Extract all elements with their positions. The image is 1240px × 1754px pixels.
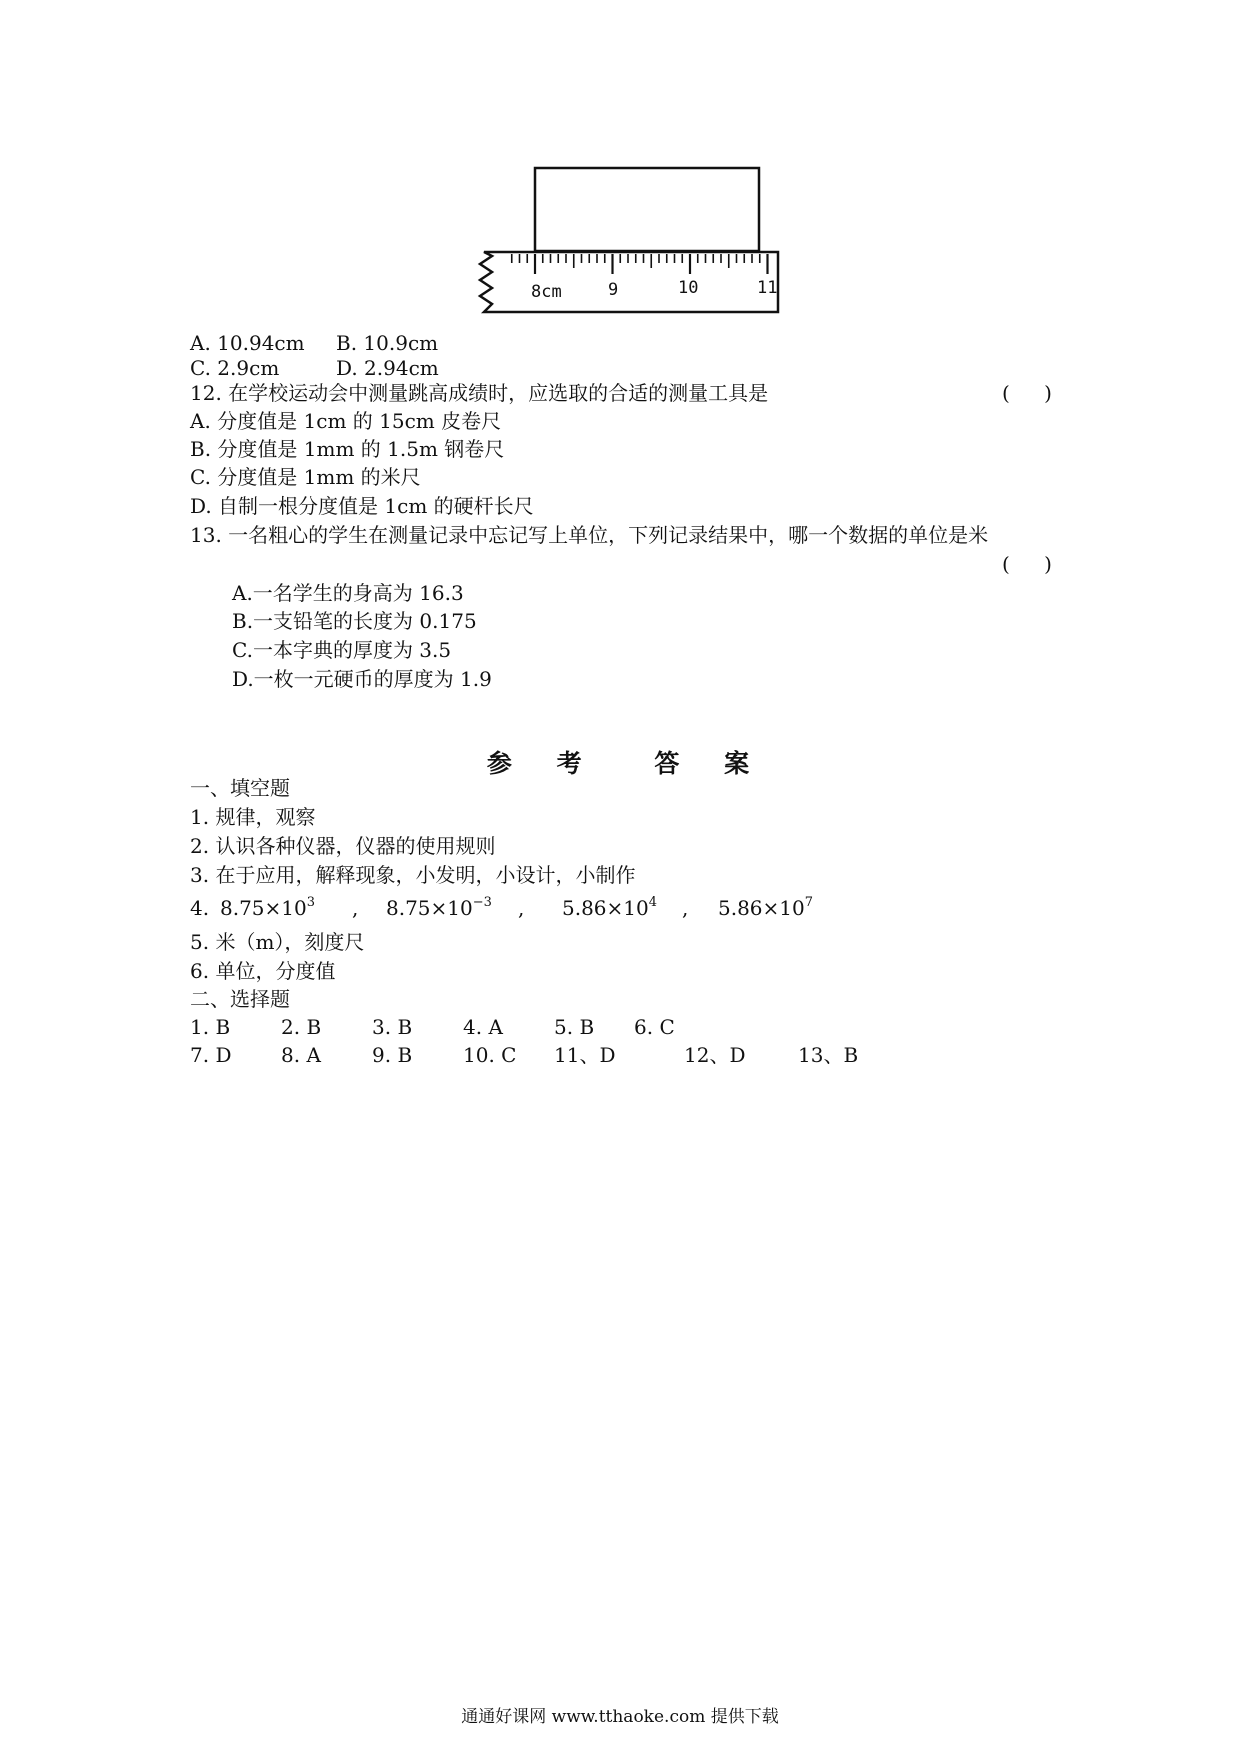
choice-answer: 5. B [554,1015,595,1039]
answer-4-sep-1: , [352,896,359,920]
q11-option-a: A. 10.94cm [190,331,305,355]
answer-key-title [0,744,1240,780]
choice-answer: 1. B [190,1015,231,1039]
choice-answer: 11、D [554,1043,616,1067]
answer-6: 6. 单位，分度值 [190,959,336,983]
q12-answer-paren: ( ) [1002,381,1066,405]
q13-option-a: A.一名学生的身高为 16.3 [232,581,464,605]
choice-answer: 13、B [798,1043,859,1067]
q12-option-d: D. 自制一根分度值是 1cm 的硬杆长尺 [190,494,534,518]
q11-options-row2 [190,355,439,381]
title-char-3: 答 [654,749,684,778]
section-multiple-choice: 二、选择题 [190,987,290,1011]
q12-option-a: A. 分度值是 1cm 的 15cm 皮卷尺 [190,409,502,433]
q11-option-d: D. 2.94cm [336,356,439,380]
q12-option-b: B. 分度值是 1mm 的 1.5m 钢卷尺 [190,437,505,461]
choice-answer: 3. B [372,1015,413,1039]
choice-answers-row-2 [190,1042,858,1068]
answer-4 [190,895,813,921]
ruler-body [480,252,778,312]
choice-answer: 8. A [281,1043,321,1067]
title-char-1: 参 [486,749,516,778]
q13-answer-paren: ( ) [1002,552,1066,576]
q13-option-c: C.一本字典的厚度为 3.5 [232,638,452,662]
q11-options-row1 [190,330,438,356]
q13-option-d: D.一枚一元硬币的厚度为 1.9 [232,667,492,691]
choice-answer: 7. D [190,1043,232,1067]
tick-label-8cm: 8cm [531,282,562,302]
q11-option-b: B. 10.9cm [336,331,439,355]
section-fill-blank: 一、填空题 [190,776,290,800]
answer-4-label: 4. [190,896,210,920]
answer-5: 5. 米（m），刻度尺 [190,930,365,954]
choice-answer: 10. C [463,1043,517,1067]
choice-answer: 4. A [463,1015,503,1039]
ruler-figure [0,0,1240,330]
choice-answer: 6. C [634,1015,675,1039]
answer-4-value-1: $8.75\times 10^3$ [220,895,316,920]
answer-4-value-3: $5.86\times 10^4$ [562,895,658,920]
footer-credit: 通通好课网 www.tthaoke.com 提供下载 [461,1707,779,1727]
q13-option-b: B.一支铅笔的长度为 0.175 [232,609,477,633]
tick-label-9: 9 [608,280,619,300]
answer-1: 1. 规律，观察 [190,805,316,829]
answer-4-sep-2: , [518,896,525,920]
answer-3: 3. 在于应用，解释现象，小发明，小设计，小制作 [190,863,636,887]
choice-answer: 2. B [281,1015,322,1039]
choice-answer: 12、D [684,1043,746,1067]
q11-option-c: C. 2.9cm [190,356,280,380]
choice-answer: 9. B [372,1043,413,1067]
tick-label-11: 11 [757,278,778,298]
q13-stem: 13. 一名粗心的学生在测量记录中忘记写上单位，下列记录结果中，哪一个数据的单位是米 [190,523,989,547]
measured-block [535,168,759,251]
title-char-4: 案 [724,749,754,778]
answer-4-value-2: $8.75\times 10^{-3}$ [386,895,492,920]
tick-label-10: 10 [678,278,699,298]
title-char-2: 考 [556,749,586,778]
answer-4-sep-3: , [682,896,689,920]
q12-stem: 12. 在学校运动会中测量跳高成绩时，应选取的合适的测量工具是 [190,381,769,405]
choice-answers-row-1 [190,1014,675,1040]
q12-option-c: C. 分度值是 1mm 的米尺 [190,465,421,489]
answer-4-value-4: $5.86\times 10^7$ [718,895,814,920]
answer-2: 2. 认识各种仪器，仪器的使用规则 [190,834,496,858]
